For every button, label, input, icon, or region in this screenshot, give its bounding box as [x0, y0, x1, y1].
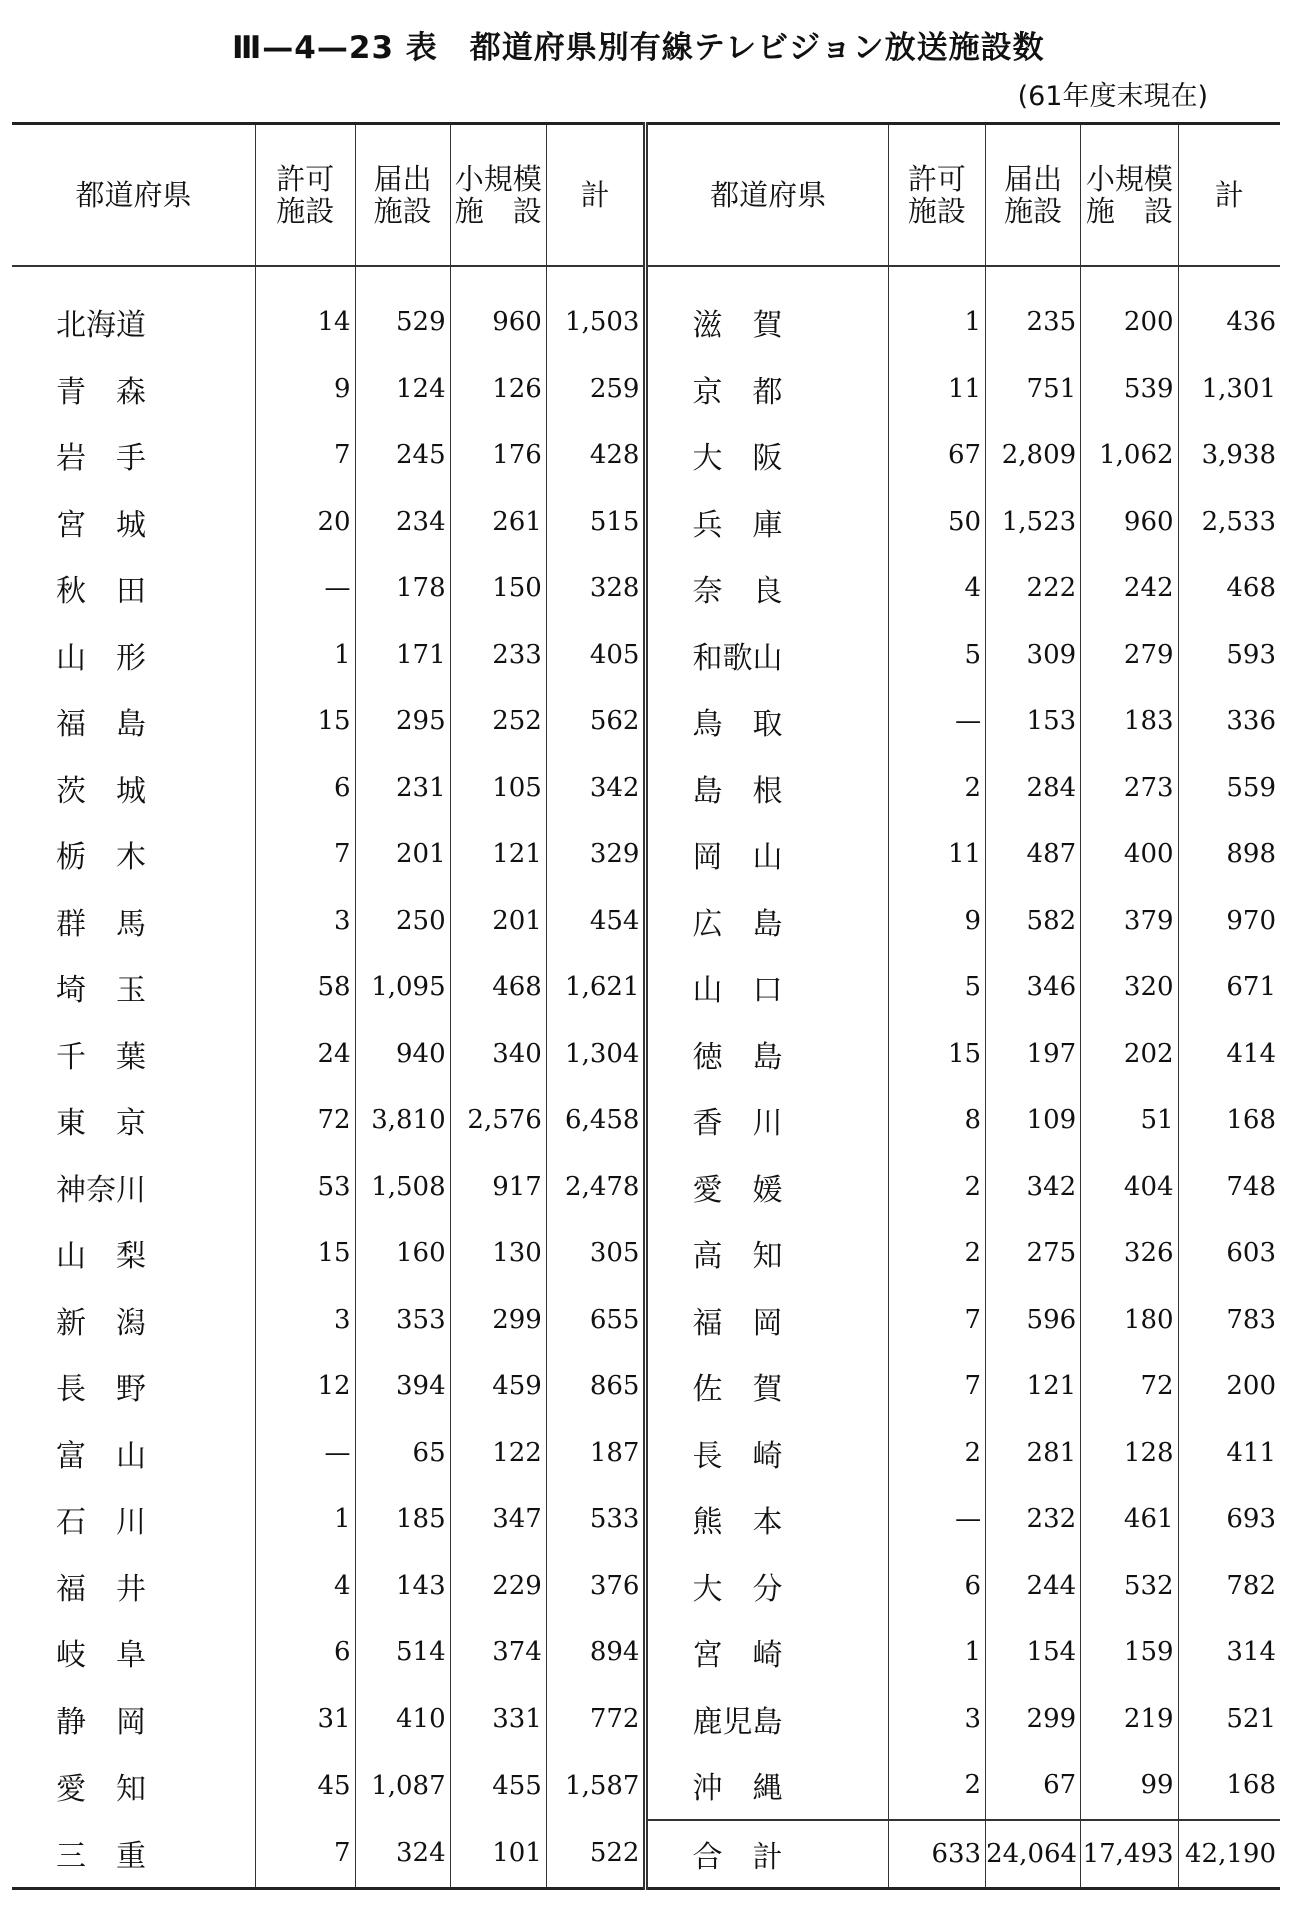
cell-permitted: 11	[888, 356, 985, 423]
cell-notified: 295	[355, 688, 450, 755]
cell-small: 404	[1081, 1154, 1178, 1221]
prefecture-name: 長 崎	[646, 1420, 888, 1487]
prefecture-name: 福 岡	[646, 1287, 888, 1354]
cable-tv-facilities-table	[12, 122, 1280, 1890]
cell-small: 532	[1081, 1553, 1178, 1620]
cell-notified: 185	[355, 1486, 450, 1553]
prefecture-name: 愛 媛	[646, 1154, 888, 1221]
cell-small: 917	[450, 1154, 546, 1221]
prefecture-name: 滋 賀	[646, 266, 888, 356]
table-row	[12, 755, 1280, 822]
cell-small: 17,493	[1081, 1820, 1178, 1889]
prefecture-name: 山 梨	[56, 1239, 146, 1275]
cell-notified: 309	[986, 622, 1081, 689]
cell-permitted: 633	[888, 1820, 985, 1889]
cell-notified: 124	[355, 356, 450, 423]
prefecture-name: 大 分	[646, 1553, 888, 1620]
cell-permitted: 9	[255, 356, 355, 423]
cell-permitted: 72	[255, 1087, 355, 1154]
prefecture-name: 神奈川	[56, 1172, 146, 1208]
table-row	[12, 688, 1280, 755]
cell-total: 970	[1178, 888, 1280, 955]
cell-total: 1,587	[546, 1752, 646, 1820]
prefecture-name: 青 森	[56, 374, 146, 410]
cell-permitted: 6	[888, 1553, 985, 1620]
table-row	[12, 622, 1280, 689]
table-row	[12, 422, 1280, 489]
header-small: 小規模 施 設	[1081, 124, 1178, 267]
cell-permitted: 2	[888, 1420, 985, 1487]
cell-small: 379	[1081, 888, 1178, 955]
cell-total: 894	[546, 1619, 646, 1686]
prefecture-name: 宮 崎	[646, 1619, 888, 1686]
cell-total: 405	[546, 622, 646, 689]
cell-permitted: —	[255, 1420, 355, 1487]
cell-total: 748	[1178, 1154, 1280, 1221]
prefecture-name: 岡 山	[646, 821, 888, 888]
table-row	[12, 1154, 1280, 1221]
cell-permitted: 4	[255, 1553, 355, 1620]
cell-permitted: 1	[888, 1619, 985, 1686]
header-total: 計	[1178, 124, 1280, 267]
cell-total: 782	[1178, 1553, 1280, 1620]
cell-small: 374	[450, 1619, 546, 1686]
cell-small: 331	[450, 1686, 546, 1753]
table-row	[12, 1220, 1280, 1287]
prefecture-name: 鹿児島	[646, 1686, 888, 1753]
cell-total: 329	[546, 821, 646, 888]
cell-notified: 143	[355, 1553, 450, 1620]
cell-permitted: 12	[255, 1353, 355, 1420]
prefecture-name: 三 重	[56, 1839, 146, 1875]
cell-total: 533	[546, 1486, 646, 1553]
table-row	[12, 356, 1280, 423]
cell-total: 187	[546, 1420, 646, 1487]
cell-total: 521	[1178, 1686, 1280, 1753]
cell-permitted: 6	[255, 1619, 355, 1686]
prefecture-name: 秋 田	[56, 574, 146, 610]
header-permitted: 許可 施設	[255, 124, 355, 267]
cell-notified: 245	[355, 422, 450, 489]
prefecture-name: 高 知	[646, 1220, 888, 1287]
cell-notified: 121	[986, 1353, 1081, 1420]
cell-notified: 250	[355, 888, 450, 955]
cell-small: 202	[1081, 1021, 1178, 1088]
header-notified: 届出 施設	[986, 124, 1081, 267]
cell-permitted: 1	[255, 622, 355, 689]
cell-notified: 67	[986, 1752, 1081, 1820]
prefecture-name: 徳 島	[646, 1021, 888, 1088]
prefecture-name: 熊 本	[646, 1486, 888, 1553]
cell-notified: 1,523	[986, 489, 1081, 556]
prefecture-name: 兵 庫	[646, 489, 888, 556]
cell-notified: 153	[986, 688, 1081, 755]
table-row	[12, 1486, 1280, 1553]
cell-total: 1,304	[546, 1021, 646, 1088]
prefecture-name: 奈 良	[646, 555, 888, 622]
table-row	[12, 266, 1280, 356]
prefecture-name: 山 口	[646, 954, 888, 1021]
cell-notified: 342	[986, 1154, 1081, 1221]
cell-small: 340	[450, 1021, 546, 1088]
cell-permitted: 50	[888, 489, 985, 556]
cell-permitted: 6	[255, 755, 355, 822]
header-permitted: 許可 施設	[888, 124, 985, 267]
prefecture-name: 北海道	[56, 308, 146, 344]
cell-total: 783	[1178, 1287, 1280, 1354]
table-subtitle: (61年度末現在)	[1017, 81, 1208, 112]
cell-small: 326	[1081, 1220, 1178, 1287]
cell-small: 279	[1081, 622, 1178, 689]
cell-notified: 154	[986, 1619, 1081, 1686]
cell-total: 414	[1178, 1021, 1280, 1088]
cell-permitted: 24	[255, 1021, 355, 1088]
cell-small: 128	[1081, 1420, 1178, 1487]
prefecture-name: 群 馬	[56, 906, 146, 942]
cell-small: 347	[450, 1486, 546, 1553]
cell-notified: 232	[986, 1486, 1081, 1553]
cell-notified: 2,809	[986, 422, 1081, 489]
prefecture-name: 大 阪	[646, 422, 888, 489]
cell-small: 299	[450, 1287, 546, 1354]
cell-small: 72	[1081, 1353, 1178, 1420]
cell-total: 411	[1178, 1420, 1280, 1487]
cell-permitted: 3	[255, 1287, 355, 1354]
cell-total: 305	[546, 1220, 646, 1287]
cell-notified: 394	[355, 1353, 450, 1420]
cell-total: 515	[546, 489, 646, 556]
cell-notified: 410	[355, 1686, 450, 1753]
cell-total: 593	[1178, 622, 1280, 689]
cell-permitted: 2	[888, 1752, 985, 1820]
cell-total: 603	[1178, 1220, 1280, 1287]
cell-small: 200	[1081, 266, 1178, 356]
cell-small: 539	[1081, 356, 1178, 423]
cell-small: 229	[450, 1553, 546, 1620]
cell-small: 400	[1081, 821, 1178, 888]
cell-permitted: —	[888, 1486, 985, 1553]
table-row	[12, 1820, 1280, 1889]
cell-total: 1,503	[546, 266, 646, 356]
cell-small: 130	[450, 1220, 546, 1287]
cell-total: 3,938	[1178, 422, 1280, 489]
cell-permitted: —	[255, 555, 355, 622]
cell-total: 772	[546, 1686, 646, 1753]
cell-total: 559	[1178, 755, 1280, 822]
prefecture-name: 石 川	[56, 1505, 146, 1541]
cell-notified: 275	[986, 1220, 1081, 1287]
cell-notified: 171	[355, 622, 450, 689]
table-row	[12, 1619, 1280, 1686]
cell-permitted: 15	[255, 688, 355, 755]
cell-small: 159	[1081, 1619, 1178, 1686]
prefecture-name: 東 京	[56, 1106, 146, 1142]
cell-small: 242	[1081, 555, 1178, 622]
cell-notified: 235	[986, 266, 1081, 356]
cell-small: 51	[1081, 1087, 1178, 1154]
cell-total: 314	[1178, 1619, 1280, 1686]
cell-total: 1,301	[1178, 356, 1280, 423]
cell-total: 428	[546, 422, 646, 489]
cell-total: 168	[1178, 1087, 1280, 1154]
cell-notified: 299	[986, 1686, 1081, 1753]
cell-small: 176	[450, 422, 546, 489]
prefecture-name: 愛 知	[56, 1771, 146, 1807]
prefecture-name: 岩 手	[56, 441, 146, 477]
cell-notified: 178	[355, 555, 450, 622]
cell-notified: 197	[986, 1021, 1081, 1088]
cell-notified: 353	[355, 1287, 450, 1354]
cell-permitted: 67	[888, 422, 985, 489]
cell-permitted: 3	[888, 1686, 985, 1753]
cell-total: 898	[1178, 821, 1280, 888]
cell-notified: 1,095	[355, 954, 450, 1021]
cell-notified: 940	[355, 1021, 450, 1088]
cell-small: 219	[1081, 1686, 1178, 1753]
header-total: 計	[546, 124, 646, 267]
cell-notified: 1,087	[355, 1752, 450, 1820]
cell-total: 671	[1178, 954, 1280, 1021]
header-notified: 届出 施設	[355, 124, 450, 267]
header-prefecture: 都道府県	[646, 124, 888, 267]
cell-small: 126	[450, 356, 546, 423]
cell-permitted: 7	[255, 821, 355, 888]
cell-small: 252	[450, 688, 546, 755]
prefecture-name: 新 潟	[56, 1305, 146, 1341]
prefecture-name: 山 形	[56, 640, 146, 676]
prefecture-name: 静 岡	[56, 1704, 146, 1740]
cell-permitted: 4	[888, 555, 985, 622]
cell-permitted: 7	[888, 1353, 985, 1420]
table-row	[12, 1420, 1280, 1487]
header-small: 小規模 施 設	[450, 124, 546, 267]
prefecture-name: 茨 城	[56, 773, 146, 809]
cell-notified: 1,508	[355, 1154, 450, 1221]
prefecture-name: 鳥 取	[646, 688, 888, 755]
prefecture-name: 和歌山	[646, 622, 888, 689]
cell-total: 376	[546, 1553, 646, 1620]
cell-small: 105	[450, 755, 546, 822]
prefecture-name: 栃 木	[56, 840, 146, 876]
cell-small: 201	[450, 888, 546, 955]
cell-small: 1,062	[1081, 422, 1178, 489]
cell-total: 655	[546, 1287, 646, 1354]
prefecture-name: 岐 阜	[56, 1638, 146, 1674]
cell-total: 454	[546, 888, 646, 955]
cell-notified: 324	[355, 1820, 450, 1889]
cell-permitted: 5	[888, 622, 985, 689]
cell-total: 336	[1178, 688, 1280, 755]
cell-permitted: 7	[888, 1287, 985, 1354]
cell-permitted: 7	[255, 422, 355, 489]
cell-small: 233	[450, 622, 546, 689]
cell-small: 2,576	[450, 1087, 546, 1154]
cell-notified: 244	[986, 1553, 1081, 1620]
cell-small: 320	[1081, 954, 1178, 1021]
cell-permitted: 1	[888, 266, 985, 356]
cell-permitted: —	[888, 688, 985, 755]
cell-total: 2,478	[546, 1154, 646, 1221]
cell-small: 122	[450, 1420, 546, 1487]
cell-small: 99	[1081, 1752, 1178, 1820]
cell-total: 259	[546, 356, 646, 423]
table-row	[12, 1021, 1280, 1088]
cell-permitted: 2	[888, 1154, 985, 1221]
cell-permitted: 8	[888, 1087, 985, 1154]
prefecture-name: 富 山	[56, 1438, 146, 1474]
cell-notified: 596	[986, 1287, 1081, 1354]
cell-total: 865	[546, 1353, 646, 1420]
cell-permitted: 20	[255, 489, 355, 556]
table-row	[12, 1087, 1280, 1154]
prefecture-name: 宮 城	[56, 507, 146, 543]
table-row	[12, 489, 1280, 556]
cell-total: 200	[1178, 1353, 1280, 1420]
grand-total-label: 合 計	[646, 1820, 888, 1889]
prefecture-name: 福 井	[56, 1571, 146, 1607]
cell-notified: 281	[986, 1420, 1081, 1487]
cell-small: 101	[450, 1820, 546, 1889]
table-row	[12, 888, 1280, 955]
cell-total: 468	[1178, 555, 1280, 622]
cell-small: 455	[450, 1752, 546, 1820]
prefecture-name: 千 葉	[56, 1039, 146, 1075]
cell-notified: 582	[986, 888, 1081, 955]
cell-notified: 65	[355, 1420, 450, 1487]
cell-total: 168	[1178, 1752, 1280, 1820]
cell-notified: 514	[355, 1619, 450, 1686]
cell-notified: 346	[986, 954, 1081, 1021]
cell-permitted: 7	[255, 1820, 355, 1889]
cell-small: 183	[1081, 688, 1178, 755]
cell-small: 273	[1081, 755, 1178, 822]
cell-small: 960	[450, 266, 546, 356]
cell-notified: 201	[355, 821, 450, 888]
table-row	[12, 821, 1280, 888]
cell-notified: 160	[355, 1220, 450, 1287]
table-row	[12, 555, 1280, 622]
table-row	[12, 1287, 1280, 1354]
cell-permitted: 2	[888, 755, 985, 822]
table-title: Ⅲ—4—23 表 都道府県別有線テレビジョン放送施設数	[232, 30, 1045, 66]
cell-permitted: 53	[255, 1154, 355, 1221]
cell-total: 328	[546, 555, 646, 622]
cell-notified: 24,064	[986, 1820, 1081, 1889]
cell-total: 562	[546, 688, 646, 755]
table-row	[12, 1686, 1280, 1753]
prefecture-name: 香 川	[646, 1087, 888, 1154]
cell-small: 960	[1081, 489, 1178, 556]
cell-permitted: 5	[888, 954, 985, 1021]
header-row	[12, 124, 1280, 267]
cell-permitted: 3	[255, 888, 355, 955]
table-row	[12, 1752, 1280, 1820]
cell-total: 2,533	[1178, 489, 1280, 556]
cell-permitted: 15	[255, 1220, 355, 1287]
prefecture-name: 佐 賀	[646, 1353, 888, 1420]
cell-total: 6,458	[546, 1087, 646, 1154]
cell-notified: 231	[355, 755, 450, 822]
cell-total: 522	[546, 1820, 646, 1889]
cell-small: 461	[1081, 1486, 1178, 1553]
cell-small: 261	[450, 489, 546, 556]
cell-small: 468	[450, 954, 546, 1021]
cell-permitted: 15	[888, 1021, 985, 1088]
cell-total: 436	[1178, 266, 1280, 356]
cell-total: 1,621	[546, 954, 646, 1021]
header-prefecture: 都道府県	[12, 124, 255, 267]
cell-small: 121	[450, 821, 546, 888]
cell-total: 42,190	[1178, 1820, 1280, 1889]
cell-notified: 109	[986, 1087, 1081, 1154]
prefecture-name: 福 島	[56, 707, 146, 743]
table-row	[12, 954, 1280, 1021]
table-row	[12, 1553, 1280, 1620]
cell-small: 459	[450, 1353, 546, 1420]
prefecture-name: 島 根	[646, 755, 888, 822]
cell-notified: 751	[986, 356, 1081, 423]
prefecture-name: 長 野	[56, 1372, 146, 1408]
cell-permitted: 58	[255, 954, 355, 1021]
cell-permitted: 31	[255, 1686, 355, 1753]
cell-small: 150	[450, 555, 546, 622]
prefecture-name: 沖 縄	[646, 1752, 888, 1820]
cell-notified: 529	[355, 266, 450, 356]
cell-notified: 234	[355, 489, 450, 556]
cell-notified: 3,810	[355, 1087, 450, 1154]
cell-permitted: 11	[888, 821, 985, 888]
prefecture-name: 京 都	[646, 356, 888, 423]
cell-permitted: 1	[255, 1486, 355, 1553]
cell-total: 342	[546, 755, 646, 822]
cell-total: 693	[1178, 1486, 1280, 1553]
prefecture-name: 埼 玉	[56, 973, 146, 1009]
cell-notified: 284	[986, 755, 1081, 822]
cell-permitted: 9	[888, 888, 985, 955]
cell-permitted: 2	[888, 1220, 985, 1287]
table-row	[12, 1353, 1280, 1420]
cell-permitted: 45	[255, 1752, 355, 1820]
cell-notified: 487	[986, 821, 1081, 888]
cell-permitted: 14	[255, 266, 355, 356]
prefecture-name: 広 島	[646, 888, 888, 955]
cell-notified: 222	[986, 555, 1081, 622]
cell-small: 180	[1081, 1287, 1178, 1354]
